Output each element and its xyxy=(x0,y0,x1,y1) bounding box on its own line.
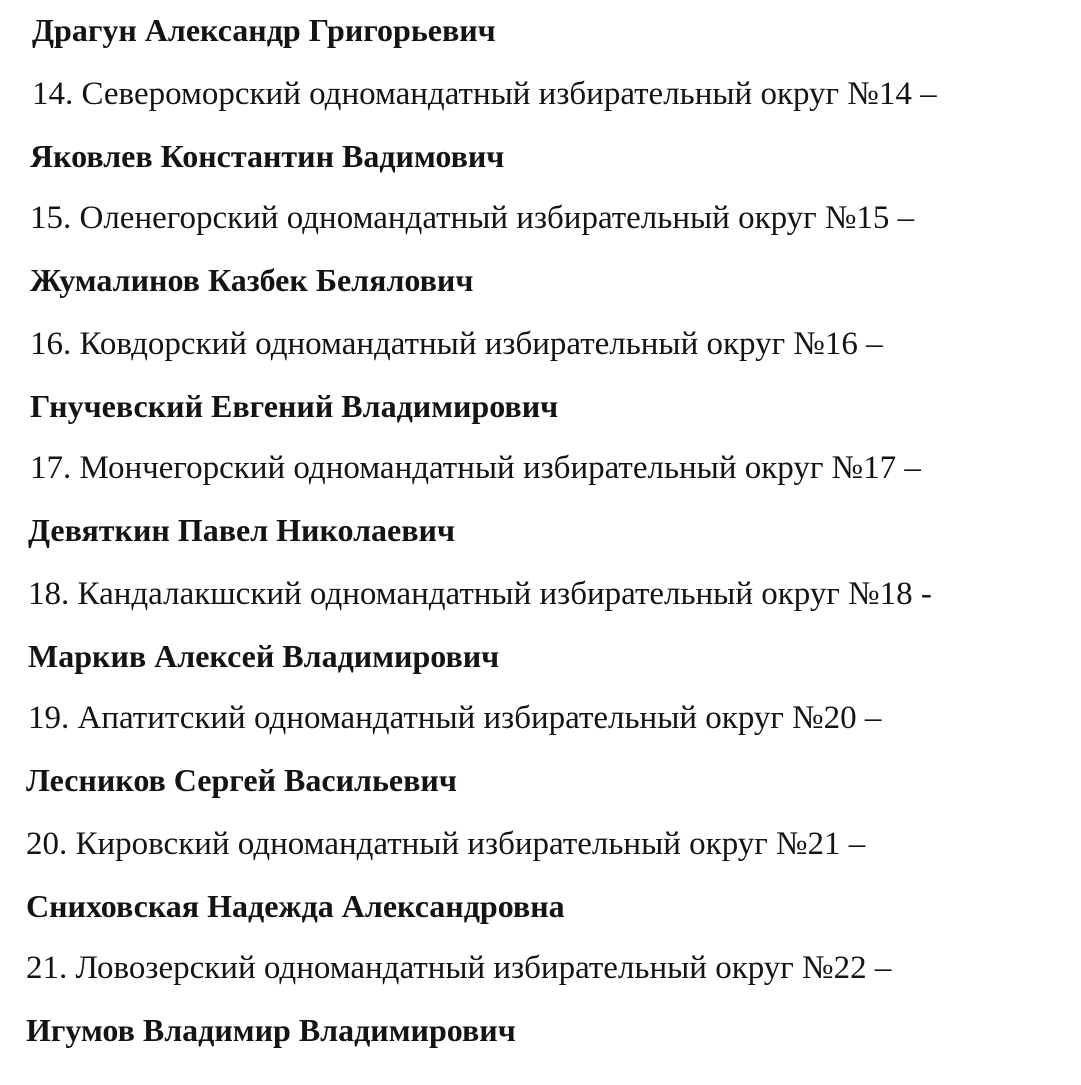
deputy-name: Лесников Сергей Васильевич xyxy=(26,762,457,798)
deputy-name: Драгун Александр Григорьевич xyxy=(32,12,496,48)
deputy-name: Маркив Алексей Владимирович xyxy=(28,638,500,674)
district-line: 16. Ковдорский одномандатный избирательный округ №16 – xyxy=(30,326,883,362)
district-line: 15. Оленегорский одномандатный избирательный округ №15 – xyxy=(30,200,915,236)
district-line: 20. Кировский одномандатный избирательный округ №21 – xyxy=(26,826,866,862)
deputy-name: Яковлев Константин Вадимович xyxy=(30,138,505,174)
deputy-name: Игумов Владимир Владимирович xyxy=(26,1012,516,1048)
district-line: 19. Апатитский одномандатный избирательный округ №20 – xyxy=(28,700,882,736)
district-line: 14. Североморский одномандатный избирательный округ №14 – xyxy=(32,76,937,112)
deputy-name: Жумалинов Казбек Белялович xyxy=(30,262,474,298)
deputy-name: Девяткин Павел Николаевич xyxy=(28,512,455,548)
district-line: 21. Ловозерский одномандатный избирательный округ №22 – xyxy=(26,950,892,986)
district-line: 18. Кандалакшский одномандатный избирательный округ №18 - xyxy=(28,576,932,612)
deputy-name: Гнучевский Евгений Владимирович xyxy=(30,388,559,424)
deputy-name: Сниховская Надежда Александровна xyxy=(26,888,565,924)
district-line: 17. Мончегорский одномандатный избирательный округ №17 – xyxy=(30,450,921,486)
